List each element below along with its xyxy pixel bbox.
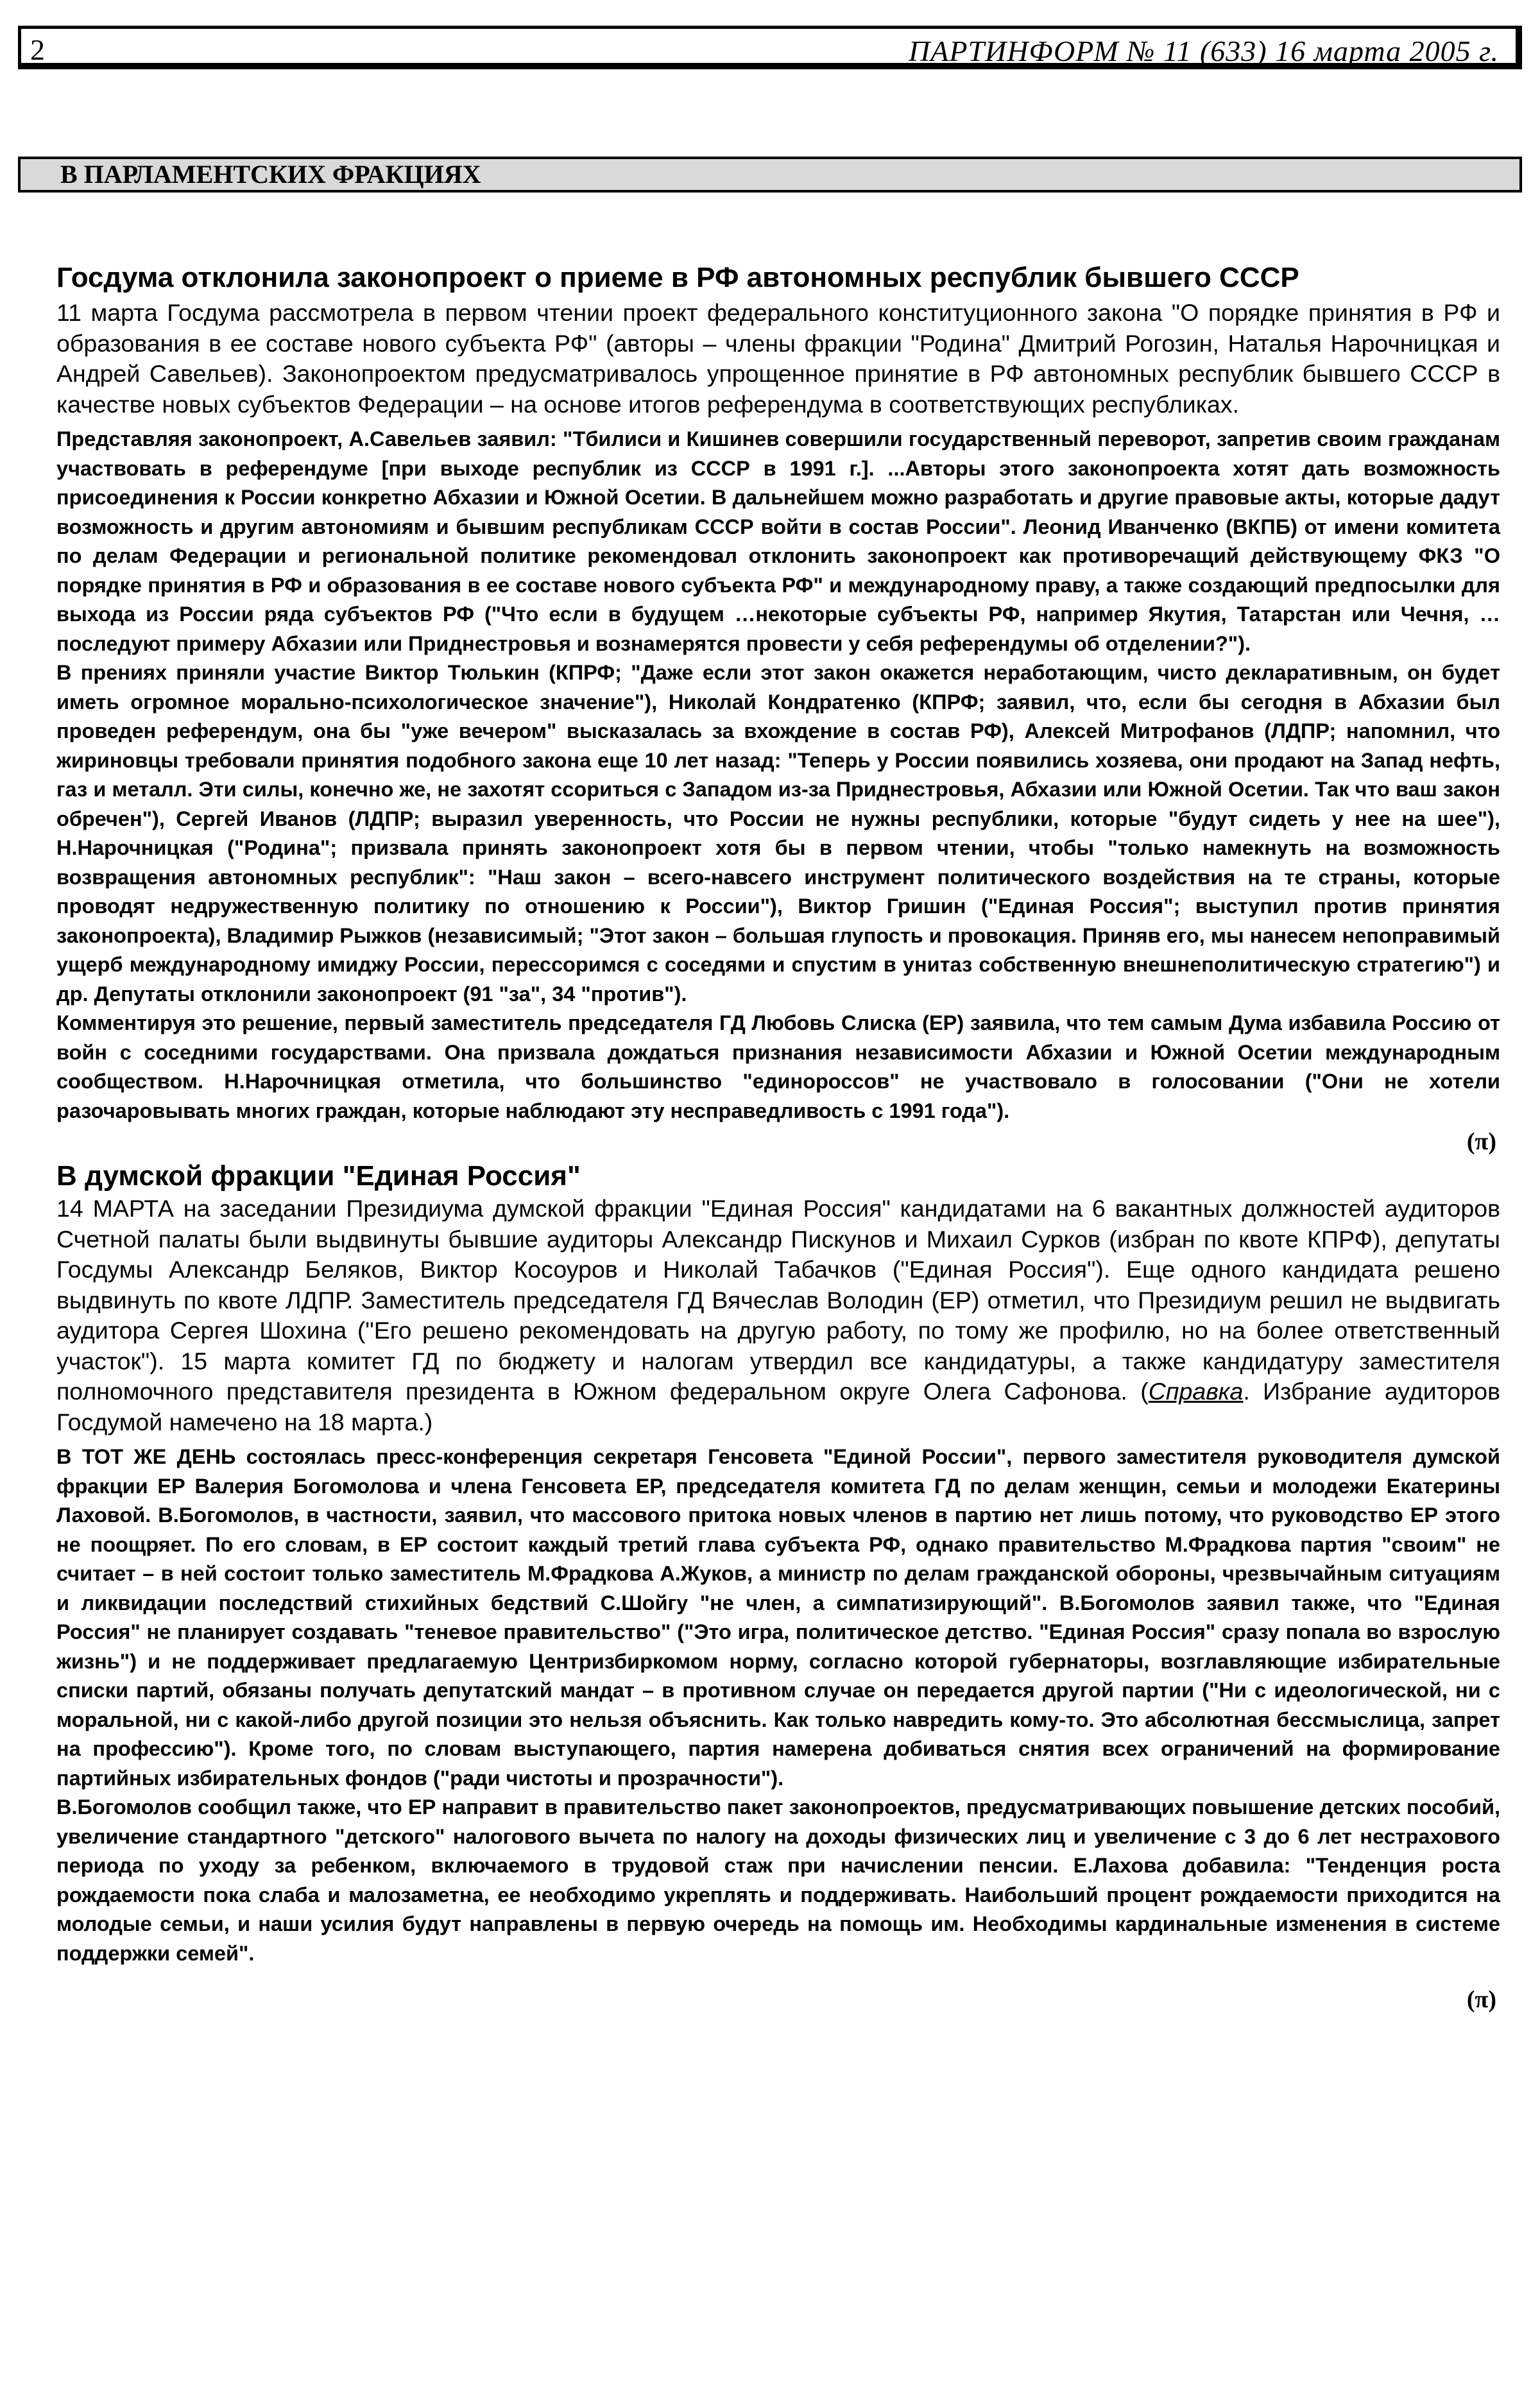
article-united-russia bbox=[56, 1159, 1500, 2016]
newspaper-page bbox=[18, 26, 1522, 2016]
note-text: . Избрание аудиторов Госдумой намечено на 18 марта.) bbox=[56, 1378, 1500, 1435]
article-signature: (π) bbox=[1466, 1128, 1496, 1155]
article-signature: (π) bbox=[1466, 1986, 1496, 2013]
article-lead bbox=[56, 1194, 1500, 1437]
note-label: Справка bbox=[1148, 1378, 1244, 1405]
section-title: В ПАРЛАМЕНТСКИХ ФРАКЦИЯХ bbox=[18, 157, 1522, 193]
article-paragraph: В ТОТ ЖЕ ДЕНЬ состоялась пресс-конференция секретаря Генсовета "Единой России", первого заместителя руководителя думской фракции ЕР Валерия Богомолова и члена Генсовета ЕР, председателя комитета ГД по делам женщин, семьи и молодежи Екатерины Лаховой. В.Богомолов, в частности, заявил, что массового притока новых членов в партию нет лишь потому, что руководство ЕР этого не поощряет. По его словам, в ЕР состоит каждый третий глава субъекта РФ, однако правительство М.Фрадкова партия "своим" не считает – в ней состоит только заместитель М.Фрадкова А.Жуков, а министр по делам гражданской обороны, чрезвычайным ситуациям и ликвидации последствий стихийных бедствий С.Шойгу "не член, а симпатизирующий". В.Богомолов заявил также, что "Единая Россия" не планирует создавать "теневое правительство" ("Это игра, политическое детство. "Единая Россия" сразу попала во взрослую жизнь") и не поддерживает предлагаемую Центризбиркомом норму, согласно которой губернаторы, возглавляющие избирательные списки партий, обязаны получать депутатский мандат – в противном случае он передается другой партии ("Ни с идеологической, ни с моральной, ни с какой-либо другой позиции это нельзя объяснить. Как только навредить кому-то. Это абсолютная бессмыслица, запрет на профессию"). Кроме того, по словам выступающего, партия намерена добиваться снятия всех ограничений на формирование партийных избирательных фондов ("ради чистоты и прозрачности"). bbox=[56, 1445, 1500, 1790]
article-paragraph: В.Богомолов сообщил также, что ЕР направит в правительство пакет законопроектов, предусматривающих повышение детских пособий, увеличение стандартного "детского" налогового вычета по налогу на доходы физических лиц и увеличение с 3 до 6 лет нестрахового периода по уходу за ребенком, включаемого в трудовой стаж при начислении пенсии. Е.Лахова добавила: "Тенденция роста рождаемости пока слаба и малозаметна, ее необходимо укреплять и поддерживать. Наибольший процент рождаемости приходится на молодые семьи, и наши усилия будут направлены в первую очередь на помощь им. Необходимы кардинальные изменения в системе поддержки семей". bbox=[56, 1795, 1500, 1965]
article-paragraph: В прениях приняли участие Виктор Тюлькин (КПРФ; "Даже если этот закон окажется неработающим, чисто декларативным, он будет иметь огромное морально-психологическое значение"), Николай Кондратенко (КПРФ; заявил, что, если бы сегодня в Абхазии был проведен референдум, она бы "уже вечером" высказалась за вхождение в состав РФ), Алексей Митрофанов (ЛДПР; напомнил, что жириновцы требовали принятия подобного закона еще 10 лет назад: "Теперь у России появились хозяева, они продают на Запад нефть, газ и металл. Эти силы, конечно же, не захотят ссориться с Западом из-за Приднестровья, Абхазии или Южной Осетии. Так что ваш закон обречен"), Сергей Иванов (ЛДПР; выразил уверенность, что России не нужны республики, которые "будут сидеть у нее на шее"), Н.Нарочницкая ("Родина"; призвала принять законопроект хотя бы в первом чтении, чтобы "только намекнуть на возможность возвращения автономных республик": "Наш закон – всего-навсего инструмент политического воздействия на те страны, которые проводят недружественную политику по отношению к России"), Виктор Гришин ("Единая Россия"; выступил против принятия законопроекта), Владимир Рыжков (независимый; "Этот закон – большая глупость и провокация. Приняв его, мы нанесем непоправимый ущерб международному имиджу России, перессоримся с соседями и спустим в унитаз собственную внешнеполитическую стратегию") и др. Депутаты отклонили законопроект (91 "за", 34 "против"). bbox=[56, 661, 1500, 1006]
article-lead: 11 марта Госдума рассмотрела в первом чтении проект федерального конституционного закона "О порядке принятия в РФ и образования в ее составе нового субъекта РФ" (авторы – члены фракции "Родина" Дмитрий Рогозин, Наталья Нарочницкая и Андрей Савельев). Законопроектом предусматривалось упрощенное принятие в РФ автономных республик бывшего СССР в качестве новых субъектов Федерации – на основе итогов референдума в соответствующих республиках. bbox=[56, 299, 1500, 418]
article-paragraph: Представляя законопроект, А.Савельев заявил: "Тбилиси и Кишинев совершили государственный переворот, запретив своим гражданам участвовать в референдуме [при выходе республик из СССР в 1991 г.]. ...Авторы этого законопроекта хотят дать возможность присоединения к России конкретно Абхазии и Южной Осетии. В дальнейшем можно разработать и другие правовые акты, которые дадут возможность и другим автономиям и бывшим республикам СССР войти в состав России". Леонид Иванченко (ВКПБ) от имени комитета по делам Федерации и региональной политике рекомендовал отклонить законопроект как противоречащий действующему ФКЗ "О порядке принятия в РФ и образования в ее составе нового субъекта РФ" и международному праву, а также создающий предпосылки для выхода из России ряда субъектов РФ ("Что если в будущем …некоторые субъекты РФ, например Якутия, Татарстан или Чечня, …последуют примеру Абхазии или Приднестровья и вознамерятся провести у себя референдумы об отделении?"). bbox=[56, 427, 1500, 655]
article-duma-rejects-bill bbox=[56, 261, 1500, 1158]
publication-title: ПАРТИНФОРМ № 11 (633) 16 марта 2005 г. bbox=[909, 35, 1499, 67]
article-paragraph: Комментируя это решение, первый заместитель председателя ГД Любовь Слиска (ЕР) заявила, что тем самым Дума избавила Россию от войн с соседними государствами. Она призвала дождаться признания независимости Абхазии и Южной Осетии международным сообществом. Н.Нарочницкая отметила, что большинство "единороссов" не участвовало в голосовании ("Они не хотели разочаровывать многих граждан, которые наблюдают эту несправедливость с 1991 года"). bbox=[56, 1011, 1500, 1122]
lead-main-text: 14 МАРТА на заседании Президиума думской фракции "Единая Россия" кандидатами на 6 вакантных должностей аудиторов Счетной палаты были выдвинуты бывшие аудиторы Александр Пискунов и Михаил Сурков (избран по квоте КПРФ), депутаты Госдумы Александр Беляков, Виктор Косоуров и Николай Табачков ("Единая Россия"). Еще одного кандидата решено выдвинуть по квоте ЛДПР. Заместитель председателя ГД Вячеслав Володин (ЕР) отметил, что Президиум решил не выдвигать аудитора Сергея Шохина ("Его решено рекомендовать на другую работу, по тому же профилю, но на более ответственный участок"). 15 марта комитет ГД по бюджету и налогам утвердил все кандидатуры, а также кандидатуру заместителя полномочного представителя президента в Южном федеральном округе Олега Сафонова. ( bbox=[56, 1195, 1500, 1405]
page-number: 2 bbox=[30, 33, 45, 66]
page-header bbox=[18, 26, 1522, 69]
article-headline: В думской фракции "Единая Россия" bbox=[56, 1160, 581, 1192]
article-headline: Госдума отклонила законопроект о приеме в РФ автономных республик бывшего СССР bbox=[56, 262, 1299, 293]
